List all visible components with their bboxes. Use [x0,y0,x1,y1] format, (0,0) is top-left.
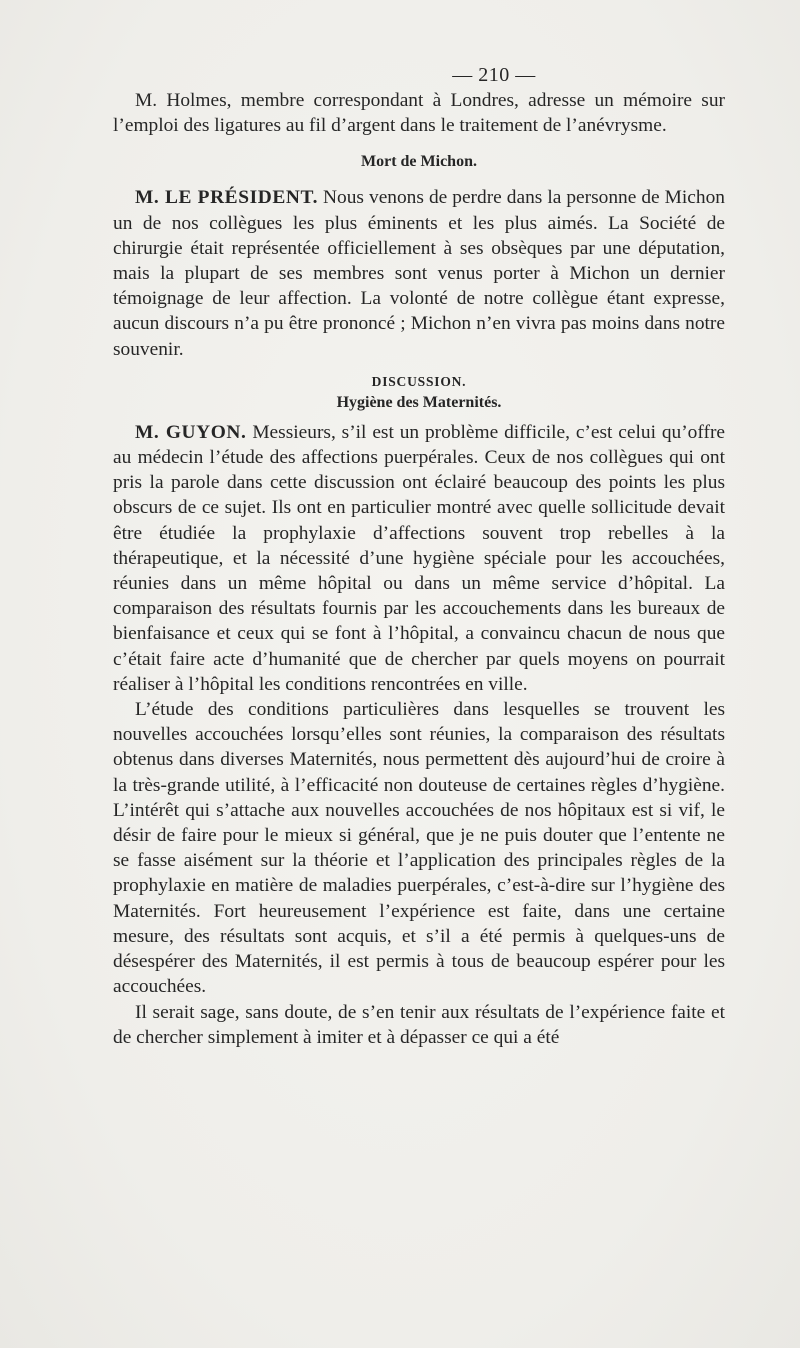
guyon-text: Messieurs, s’il est un problème difficile, c’est celui qu’offre au médecin l’étude des affections puerpérales. Ceux de nos collègues qui ont pris la parole dans cette discussion ont éclairé beaucoup des points les plus obscurs de ce sujet. Ils ont en particulier montré avec quelle sollicitude devait être étudiée la prophylaxie d’affections souvent trop rebelles à la thérapeutique, et la nécessité d’une hygiène spéciale pour les accouchées, réunies dans un même hôpital ou dans un même service d’hôpital. La comparaison des résultats fournis par les accouchements dans les bureaux de bienfaisance et ceux qui se font à l’hôpital, a convaincu chacun de nous que c’était faire acte d’humanité que de chercher par quels moyens on pourrait réaliser à l’hôpital les conditions rencontrées en ville. [113,421,726,695]
paragraph-sage: Il serait sage, sans doute, de s’en tenir aux résultats de l’expérience faite et de chercher simplement à imiter et à dépasser ce qui a été [113,1001,725,1048]
heading-mort-de-michon: Mort de Michon. [361,153,477,171]
heading-hygiene-des-maternites: Hygiène des Maternités. [336,393,502,411]
speaker-president: M. LE PRÉSIDENT. [135,187,319,209]
page-number: — 210 — [452,64,536,86]
paragraph-president [113,185,725,361]
speaker-guyon: M. GUYON. [135,421,247,443]
paragraph-etude: L’étude des conditions particulières dans lesquelles se trouvent les nouvelles accouchées lorsqu’elles sont réunies, la comparaison des résultats obtenus dans diverses Maternités, nous permettent dès aujourd’hui de croire à la très-grande utilité, à l’efficacité non douteuse de certaines règles d’hygiène. L’intérêt qui s’attache aux nouvelles accouchées de nos hôpitaux est si vif, le désir de faire pour le mieux si général, que je ne puis douter que l’entente ne se fasse aisément sur la théorie et l’application des principales règles de la prophylaxie en matière de maladies puerpérales, c’est-à-dire sur l’hygiène des Maternités. Fort heureusement l’expérience est faite, dans une certaine mesure, des résultats sont acquis, et s’il a été permis à quelques-uns de désespérer des Maternités, il est permis à tous de beaucoup espérer pour les accouchées. [113,699,725,998]
heading-discussion: DISCUSSION. [371,373,467,389]
paragraph-holmes: M. Holmes, membre correspondant à Londres, adresse un mémoire sur l’emploi des ligatures au fil d’argent dans le traitement de l’anévrysme. [113,90,725,137]
text-column [113,62,725,1050]
paragraph-guyon [113,420,725,697]
president-text: Nous venons de perdre dans la personne de Michon un de nos collègues les plus éminents et les plus aimés. La Société de chirurgie était représentée officiellement à ses obsèques par une députation, mais la plupart de ses membres sont venus porter à Michon un dernier témoignage de leur affection. La volonté de notre collègue étant expresse, aucun discours n’a pu être prononcé ; Michon n’en vivra pas moins dans notre souvenir. [113,187,725,360]
